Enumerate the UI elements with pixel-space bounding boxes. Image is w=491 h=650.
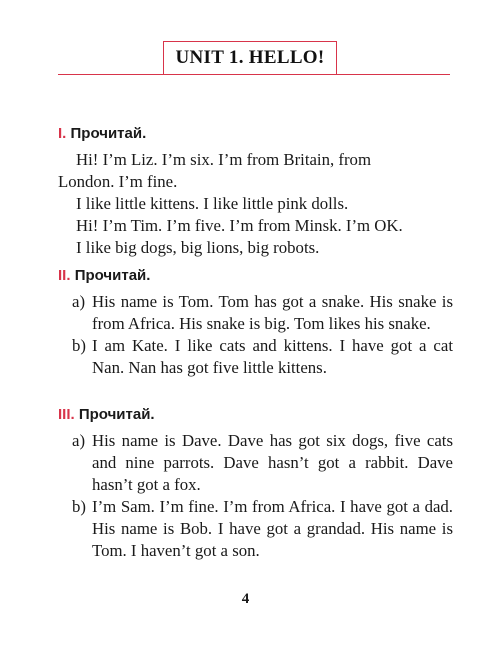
section-2-item-a	[58, 291, 453, 335]
section-1-line-3: I like little kittens. I like little pink dolls.	[76, 194, 349, 213]
item-text: His name is Tom. Tom has got a snake. His snake is from Africa. His snake is big. Tom likes his snake.	[92, 292, 453, 333]
item-text: I am Kate. I like cats and kittens. I have got a cat Nan. Nan has got five little kittens.	[92, 336, 453, 377]
item-marker: a)	[72, 292, 86, 311]
section-1-line-4: Hi! I’m Tim. I’m five. I’m from Minsk. I’m OK.	[76, 216, 403, 235]
item-marker: b)	[72, 336, 86, 355]
section-2-heading	[58, 266, 453, 285]
unit-title: UNIT 1. HELLO!	[163, 41, 337, 75]
section-1	[58, 124, 453, 259]
section-1-number: I.	[58, 125, 67, 142]
section-1-line-1: Hi! I’m Liz. I’m six. I’m from Britain, from	[76, 150, 371, 169]
section-2-item-b	[58, 335, 453, 379]
item-marker: b)	[72, 497, 86, 516]
section-3	[58, 405, 453, 562]
section-3-item-b	[58, 496, 453, 562]
section-3-heading	[58, 405, 453, 424]
section-1-heading	[58, 124, 453, 143]
section-2-heading-text: Прочитай.	[74, 267, 151, 284]
section-3-item-a	[58, 430, 453, 496]
item-text: His name is Dave. Dave has got six dogs, five cats and nine parrots. Dave hasn’t got a rabbit. Dave hasn’t got a fox.	[92, 431, 453, 494]
section-1-heading-text: Прочитай.	[70, 125, 147, 142]
item-marker: a)	[72, 431, 86, 450]
section-1-line-5: I like big dogs, big lions, big robots.	[76, 238, 320, 257]
section-2	[58, 266, 453, 379]
section-1-line-2: London. I’m fine.	[58, 172, 178, 191]
item-text: I’m Sam. I’m fine. I’m from Africa. I have got a dad. His name is Bob. I have got a grandad. His name is Tom. I haven’t got a son.	[92, 497, 453, 560]
section-3-heading-text: Прочитай.	[78, 406, 155, 423]
section-2-number: II.	[58, 267, 71, 284]
page-number: 4	[241, 591, 250, 607]
section-3-number: III.	[58, 406, 75, 423]
